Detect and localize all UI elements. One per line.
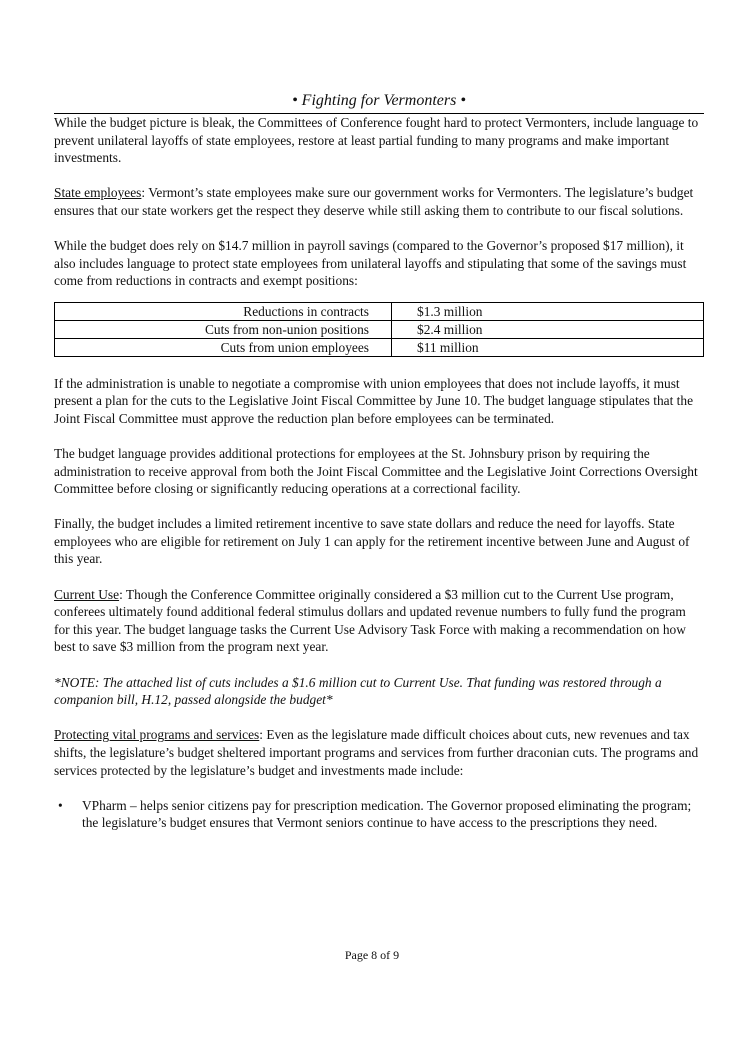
intro-paragraph: While the budget picture is bleak, the Committees of Conference fought hard to protect Vermonters, include language to prevent unilateral layoffs of state employees, restore at least partial funding to many programs and make important investments. [54, 115, 699, 166]
current-use-text: : Though the Conference Committee originally considered a $3 million cut to the Current Use program, conferees ultimately found additional federal stimulus dollars and updated revenue numbers to fully fund the program for this year. The budget language tasks the Current Use Advisory Task Force with making a recommendation on how best to save $3 million from the program next year. [54, 586, 686, 655]
cuts-table [54, 302, 704, 357]
table-row [55, 320, 704, 338]
cut-value-cell: $2.4 million [392, 320, 704, 338]
page-header: • Fighting for Vermonters • [292, 92, 466, 109]
list-item [54, 797, 704, 832]
current-use-heading: Current Use [54, 586, 120, 602]
protecting-text: : Even as the legislature made difficult choices about cuts, new revenues and tax shifts, the legislature’s budget sheltered important programs and services from further draconian cuts. The programs and services protected by the legislature’s budget and investments made include: [54, 727, 699, 778]
cut-value-cell: $1.3 million [392, 302, 704, 320]
protecting-heading: Protecting vital programs and services [54, 727, 260, 743]
table-row [55, 302, 704, 320]
page-number: Page 8 of 9 [344, 948, 400, 962]
document-page [54, 91, 704, 832]
payroll-paragraph: While the budget does rely on $14.7 million in payroll savings (compared to the Governor’s proposed $17 million), it also includes language to protect state employees from unilateral layoffs and stipulating that some of the savings must come from reductions in contracts and exempt positions: [54, 238, 687, 289]
note-paragraph: *NOTE: The attached list of cuts includes a $1.6 million cut to Current Use. That funding was restored through a companion bill, H.12, passed alongside the budget* [54, 674, 662, 708]
cut-label-cell: Reductions in contracts [55, 302, 392, 320]
administration-paragraph: If the administration is unable to negotiate a compromise with union employees that does not include layoffs, it must present a plan for the cuts to the Legislative Joint Fiscal Committee by June 10. The budget language stipulates that the Joint Fiscal Committee must approve the reduction plan before employees can be terminated. [54, 375, 694, 426]
cut-label-cell: Cuts from union employees [55, 338, 392, 356]
state-employees-heading: State employees [54, 185, 142, 201]
current-use-paragraph [54, 586, 704, 656]
retirement-paragraph: Finally, the budget includes a limited retirement incentive to save state dollars and reduce the need for layoffs. State employees who are eligible for retirement on July 1 can apply for the retirement incentive between June and August of this year. [54, 516, 690, 567]
list-item-text: VPharm – helps senior citizens pay for prescription medication. The Governor proposed eliminating the program; the legislature’s budget ensures that Vermont seniors continue to have access to the prescriptions they need. [82, 797, 692, 831]
cut-value-cell: $11 million [392, 338, 704, 356]
state-employees-paragraph [54, 184, 704, 219]
programs-list [54, 797, 704, 832]
prison-paragraph: The budget language provides additional protections for employees at the St. Johnsbury prison by requiring the administration to receive approval from both the Joint Fiscal Committee and the Legislative Joint Corrections Oversight Committee before closing or significantly reducing operations at a correctional facility. [54, 445, 698, 497]
state-employees-text: : Vermont’s state employees make sure our government works for Vermonters. The legislature’s budget ensures that our state workers get the respect they deserve while still asking them to contribute to our fiscal solutions. [54, 185, 694, 218]
protecting-paragraph [54, 726, 704, 779]
cut-label-cell: Cuts from non-union positions [55, 320, 392, 338]
table-row [55, 338, 704, 356]
bullet-icon: • [58, 797, 63, 813]
